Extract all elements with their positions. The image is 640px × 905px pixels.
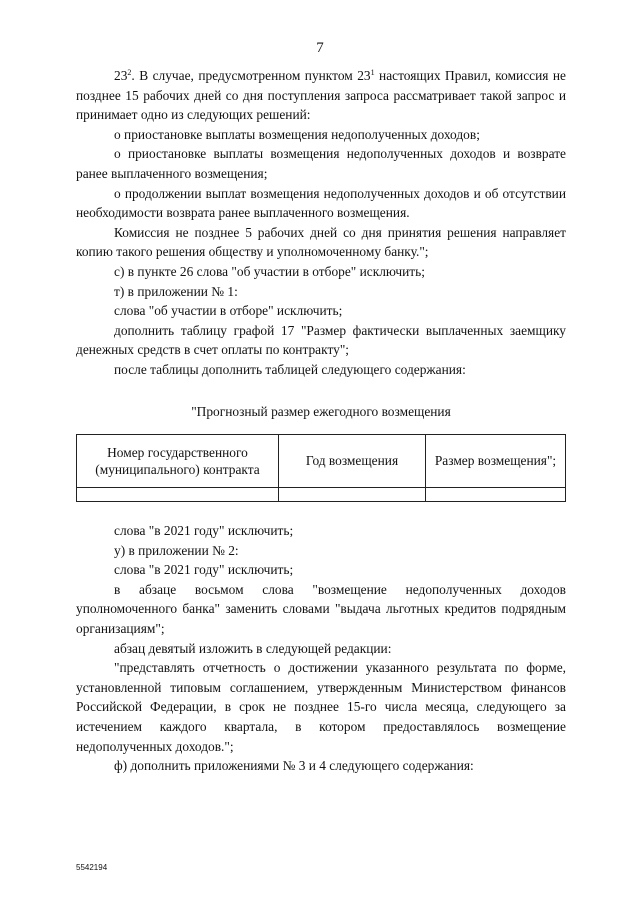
paragraph: слова "в 2021 году" исключить;	[114, 562, 294, 578]
paragraph: о продолжении выплат возмещения недополученных доходов и об отсутствии необходимости возврата ранее выплаченного возмещения.	[76, 185, 566, 221]
table-cell	[279, 488, 426, 502]
table-header-cell: Номер государственного (муниципального) контракта	[77, 435, 279, 488]
paragraph: т) в приложении № 1:	[114, 283, 238, 299]
paragraph: с) в пункте 26 слова "об участии в отборе" исключить;	[114, 263, 425, 279]
paragraph: у) в приложении № 2:	[114, 542, 239, 558]
table-cell	[426, 488, 566, 502]
table-header-row	[77, 435, 566, 488]
paragraph: Комиссия не позднее 5 рабочих дней со дня принятия решения направляет копию такого решения обществу и уполномоченному банку.";	[76, 224, 566, 260]
paragraph: "представлять отчетность о достижении указанного результата по форме, установленной типовым соглашением, утвержденным Министерством финансов Российской Федерации, в срок не позднее 15-го числа месяца, следующего за истечением каждого квартала, в котором предоставлялось возмещение недополученных доходов.";	[76, 660, 566, 754]
document-body	[76, 66, 566, 776]
page-number: 7	[316, 40, 324, 56]
paragraph: слова "в 2021 году" исключить;	[114, 523, 294, 539]
paragraph: слова "об участии в отборе" исключить;	[114, 303, 343, 319]
forecast-table	[76, 434, 566, 502]
table-row	[77, 488, 566, 502]
table-cell	[77, 488, 279, 502]
paragraph: о приостановке выплаты возмещения недополученных доходов;	[114, 126, 480, 142]
paragraph: абзац девятый изложить в следующей редакции:	[114, 640, 392, 656]
paragraph: о приостановке выплаты возмещения недополученных доходов и возврате ранее выплаченного возмещения;	[76, 146, 566, 181]
paragraph: в абзаце восьмом слова "возмещение недополученных доходов уполномоченного банка" заменить словами "выдача льготных кредитов подрядным организациям";	[76, 581, 566, 637]
document-code: 5542194	[76, 863, 108, 872]
table-heading: "Прогнозный размер ежегодного возмещения	[191, 403, 451, 419]
paragraph: ф) дополнить приложениями № 3 и 4 следующего содержания:	[114, 758, 474, 774]
paragraph: после таблицы дополнить таблицей следующего содержания:	[114, 361, 466, 377]
paragraph: дополнить таблицу графой 17 "Размер фактически выплаченных заемщику денежных средств в счет оплаты по контракту";	[76, 322, 566, 358]
table-header-cell: Размер возмещения";	[426, 435, 566, 488]
table-header-cell: Год возмещения	[279, 435, 426, 488]
paragraph-23-2: $23^2$. В случае, предусмотренном пунктом $23^1$ настоящих Правил, комиссия не позднее 15 рабочих дней со дня поступления запроса рассматривает такой запрос и принимает одно из следующих решений:	[76, 68, 566, 123]
